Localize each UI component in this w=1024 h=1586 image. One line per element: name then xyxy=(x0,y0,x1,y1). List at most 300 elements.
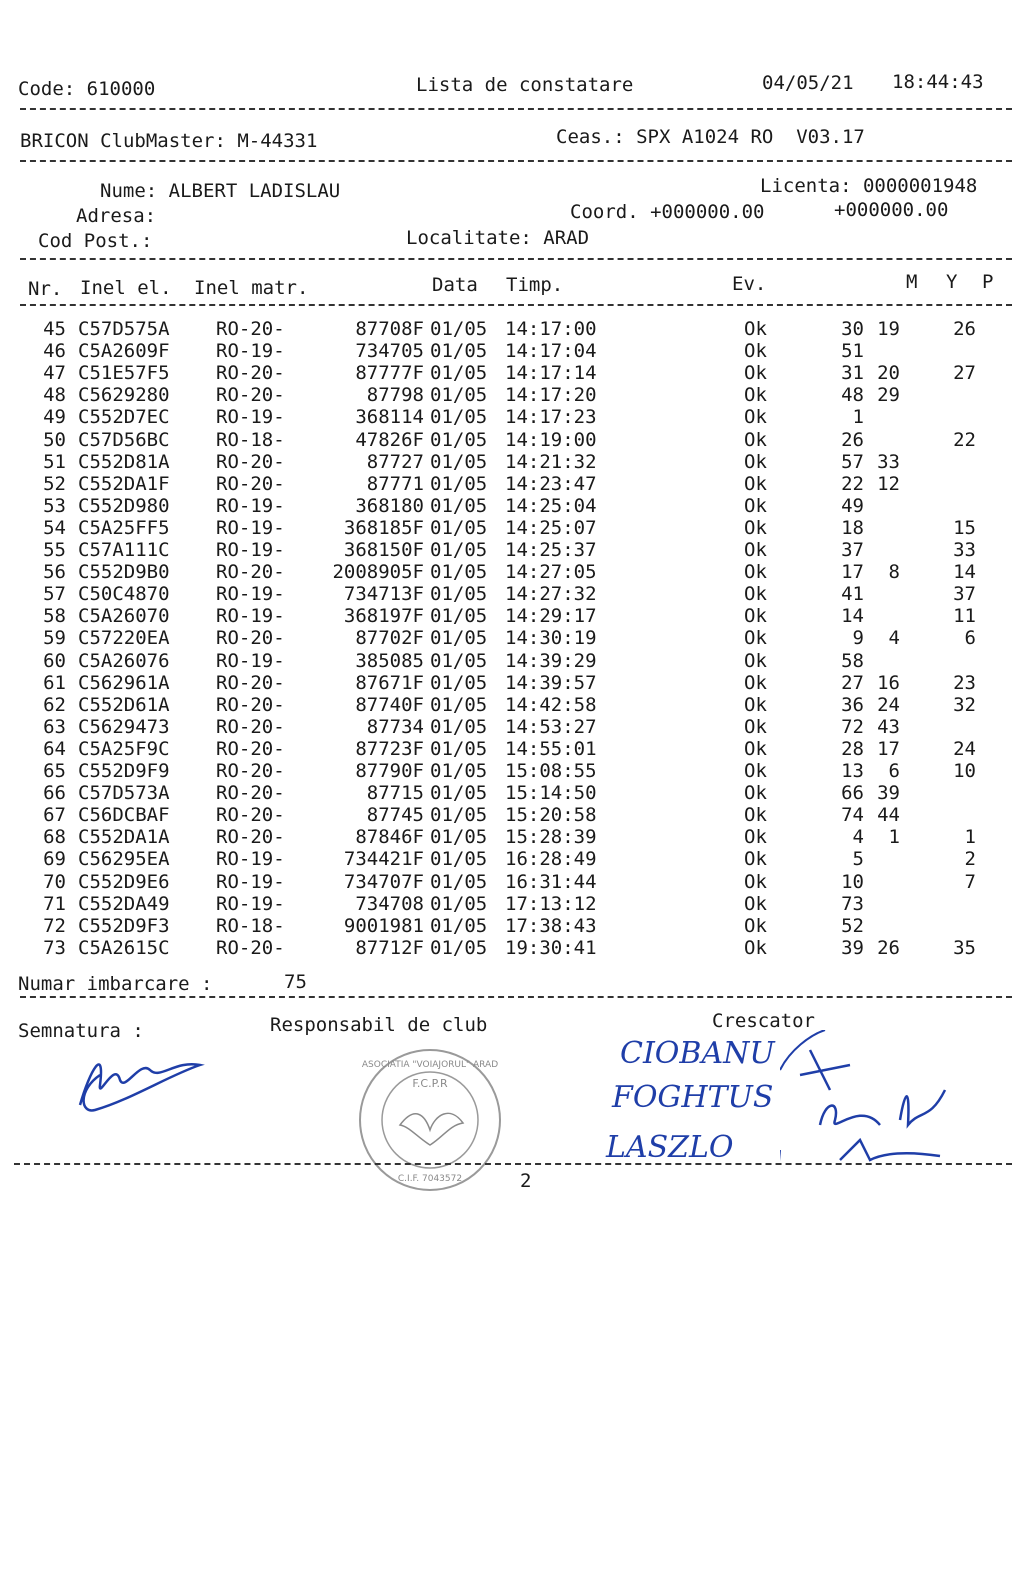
row-nr: 61 xyxy=(43,671,66,694)
table-row xyxy=(0,495,1024,517)
document-title: Lista de constatare xyxy=(416,74,634,96)
col-inel-matr: Inel matr. xyxy=(194,277,309,299)
row-ring-number: 87734 xyxy=(366,715,424,738)
col-nr: Nr. xyxy=(28,278,63,300)
divider xyxy=(20,996,1012,998)
row-time: 14:17:00 xyxy=(505,318,597,340)
row-time: 14:27:05 xyxy=(505,561,597,584)
table-row xyxy=(0,340,1024,362)
row-date: 01/05 xyxy=(430,693,488,716)
table-row xyxy=(0,738,1024,760)
row-m: 22 xyxy=(841,472,864,495)
row-ring-prefix: RO-20- xyxy=(216,671,285,694)
row-ring-prefix: RO-20- xyxy=(216,826,285,849)
row-date: 01/05 xyxy=(430,826,488,849)
row-event: Ok xyxy=(744,516,767,539)
row-p: 15 xyxy=(953,516,976,539)
row-m: 41 xyxy=(841,583,864,606)
row-time: 15:28:39 xyxy=(505,826,597,849)
row-m: 10 xyxy=(841,870,864,893)
table-row xyxy=(0,848,1024,870)
row-electronic-ring: C57A111C xyxy=(78,539,170,561)
row-p: 23 xyxy=(953,671,976,694)
row-m: 37 xyxy=(841,539,864,561)
row-ring-number: 368197F xyxy=(343,605,424,628)
row-nr: 67 xyxy=(43,804,66,827)
table-row xyxy=(0,716,1024,738)
table-row xyxy=(0,650,1024,672)
stamp-middle-text: F.C.P.R xyxy=(412,1077,448,1090)
row-m: 31 xyxy=(841,362,864,385)
row-m: 1 xyxy=(852,406,864,429)
row-p: 22 xyxy=(953,428,976,451)
row-y: 1 xyxy=(888,826,900,849)
row-electronic-ring: C5629473 xyxy=(78,715,170,738)
row-nr: 50 xyxy=(43,428,66,451)
row-ring-number: 87771 xyxy=(366,472,424,495)
row-ring-prefix: RO-19- xyxy=(216,494,285,517)
row-ring-prefix: RO-20- xyxy=(216,737,285,760)
row-ring-prefix: RO-18- xyxy=(216,428,285,451)
row-y: 44 xyxy=(877,804,900,827)
row-ring-number: 734421F xyxy=(343,848,424,871)
col-data: Data xyxy=(432,274,478,296)
row-nr: 57 xyxy=(43,583,66,606)
row-m: 57 xyxy=(841,450,864,473)
row-electronic-ring: C56DCBAF xyxy=(78,804,170,827)
row-event: Ok xyxy=(744,804,767,827)
row-m: 52 xyxy=(841,914,864,937)
row-ring-prefix: RO-19- xyxy=(216,848,285,871)
table-row xyxy=(0,915,1024,937)
row-time: 17:13:12 xyxy=(505,892,597,915)
row-time: 14:19:00 xyxy=(505,428,597,451)
row-p: 37 xyxy=(953,583,976,606)
row-ring-number: 87702F xyxy=(355,627,424,650)
row-electronic-ring: C57D56BC xyxy=(78,428,170,451)
row-electronic-ring: C552D81A xyxy=(78,450,170,473)
row-y: 29 xyxy=(877,384,900,407)
row-electronic-ring: C552DA1F xyxy=(78,472,170,495)
row-date: 01/05 xyxy=(430,362,488,385)
row-ring-number: 87790F xyxy=(355,760,424,782)
col-m: M xyxy=(906,271,918,293)
row-nr: 53 xyxy=(43,494,66,517)
row-m: 27 xyxy=(841,671,864,694)
row-nr: 45 xyxy=(43,318,66,340)
row-ring-prefix: RO-20- xyxy=(216,561,285,584)
col-y: Y xyxy=(946,271,958,293)
row-event: Ok xyxy=(744,539,767,561)
row-nr: 58 xyxy=(43,605,66,628)
row-event: Ok xyxy=(744,318,767,340)
row-time: 14:29:17 xyxy=(505,605,597,628)
row-date: 01/05 xyxy=(430,561,488,584)
row-date: 01/05 xyxy=(430,892,488,915)
row-p: 7 xyxy=(964,870,976,893)
row-event: Ok xyxy=(744,936,767,959)
row-m: 17 xyxy=(841,561,864,584)
row-time: 14:30:19 xyxy=(505,627,597,650)
row-date: 01/05 xyxy=(430,914,488,937)
coordinates-lon: +000000.00 xyxy=(834,199,949,221)
row-m: 74 xyxy=(841,804,864,827)
row-p: 27 xyxy=(953,362,976,385)
row-event: Ok xyxy=(744,583,767,606)
row-nr: 63 xyxy=(43,715,66,738)
row-ring-number: 385085 xyxy=(355,649,424,672)
row-ring-prefix: RO-20- xyxy=(216,362,285,385)
row-electronic-ring: C51E57F5 xyxy=(78,362,170,385)
row-event: Ok xyxy=(744,848,767,871)
row-time: 14:17:04 xyxy=(505,340,597,363)
row-nr: 64 xyxy=(43,737,66,760)
row-ring-number: 87723F xyxy=(355,737,424,760)
row-ring-prefix: RO-20- xyxy=(216,627,285,650)
row-ring-number: 87740F xyxy=(355,693,424,716)
owner-name: Nume: ALBERT LADISLAU xyxy=(100,180,341,202)
handwritten-name-1: CIOBANU xyxy=(620,1036,775,1071)
embark-count-value: 75 xyxy=(284,971,307,993)
row-date: 01/05 xyxy=(430,782,488,805)
postal-code-label: Cod Post.: xyxy=(38,230,153,252)
table-row xyxy=(0,362,1024,384)
row-nr: 59 xyxy=(43,627,66,650)
row-ring-prefix: RO-20- xyxy=(216,782,285,805)
breeder-label: Crescator xyxy=(712,1010,815,1032)
row-time: 15:20:58 xyxy=(505,804,597,827)
row-electronic-ring: C552D9B0 xyxy=(78,561,170,584)
row-electronic-ring: C5629280 xyxy=(78,384,170,407)
row-p: 11 xyxy=(953,605,976,628)
row-y: 16 xyxy=(877,671,900,694)
table-row xyxy=(0,561,1024,583)
row-date: 01/05 xyxy=(430,318,488,340)
table-row xyxy=(0,760,1024,782)
row-nr: 62 xyxy=(43,693,66,716)
row-nr: 54 xyxy=(43,516,66,539)
row-time: 14:42:58 xyxy=(505,693,597,716)
address-label: Adresa: xyxy=(76,205,157,227)
row-electronic-ring: C552DA1A xyxy=(78,826,170,849)
row-nr: 46 xyxy=(43,340,66,363)
row-event: Ok xyxy=(744,760,767,782)
col-inel-el: Inel el. xyxy=(80,277,172,299)
divider xyxy=(20,258,1012,260)
row-ring-prefix: RO-19- xyxy=(216,406,285,429)
row-ring-number: 47826F xyxy=(355,428,424,451)
col-timp: Timp. xyxy=(506,274,564,296)
row-m: 28 xyxy=(841,737,864,760)
row-date: 01/05 xyxy=(430,384,488,407)
stamp-bottom-text: C.I.F. 7043572 xyxy=(397,1174,463,1184)
row-electronic-ring: C5A26076 xyxy=(78,649,170,672)
row-ring-prefix: RO-20- xyxy=(216,715,285,738)
row-y: 24 xyxy=(877,693,900,716)
row-time: 15:08:55 xyxy=(505,760,597,782)
row-electronic-ring: C5A26070 xyxy=(78,605,170,628)
row-m: 4 xyxy=(852,826,864,849)
row-time: 14:21:32 xyxy=(505,450,597,473)
row-event: Ok xyxy=(744,340,767,363)
club-responsible-label: Responsabil de club xyxy=(270,1014,488,1036)
table-row xyxy=(0,583,1024,605)
row-electronic-ring: C50C4870 xyxy=(78,583,170,606)
row-m: 9 xyxy=(852,627,864,650)
row-time: 15:14:50 xyxy=(505,782,597,805)
row-date: 01/05 xyxy=(430,760,488,782)
table-row xyxy=(0,804,1024,826)
row-ring-number: 87715 xyxy=(366,782,424,805)
print-time: 18:44:43 xyxy=(892,71,984,93)
row-ring-prefix: RO-18- xyxy=(216,914,285,937)
row-m: 58 xyxy=(841,649,864,672)
row-ring-number: 87745 xyxy=(366,804,424,827)
row-ring-prefix: RO-19- xyxy=(216,870,285,893)
row-time: 14:25:04 xyxy=(505,494,597,517)
row-p: 10 xyxy=(953,760,976,782)
row-p: 1 xyxy=(964,826,976,849)
row-event: Ok xyxy=(744,627,767,650)
row-m: 13 xyxy=(841,760,864,782)
row-date: 01/05 xyxy=(430,494,488,517)
row-ring-prefix: RO-20- xyxy=(216,804,285,827)
row-time: 14:39:29 xyxy=(505,649,597,672)
row-ring-prefix: RO-19- xyxy=(216,605,285,628)
table-row xyxy=(0,782,1024,804)
row-p: 2 xyxy=(964,848,976,871)
row-ring-prefix: RO-20- xyxy=(216,760,285,782)
row-date: 01/05 xyxy=(430,936,488,959)
row-event: Ok xyxy=(744,715,767,738)
row-date: 01/05 xyxy=(430,406,488,429)
row-event: Ok xyxy=(744,892,767,915)
row-date: 01/05 xyxy=(430,715,488,738)
row-electronic-ring: C552D61A xyxy=(78,693,170,716)
row-m: 30 xyxy=(841,318,864,340)
table-row xyxy=(0,451,1024,473)
row-date: 01/05 xyxy=(430,340,488,363)
table-row xyxy=(0,937,1024,959)
table-row xyxy=(0,627,1024,649)
row-ring-prefix: RO-20- xyxy=(216,936,285,959)
row-y: 43 xyxy=(877,715,900,738)
row-event: Ok xyxy=(744,914,767,937)
table-row xyxy=(0,517,1024,539)
row-y: 33 xyxy=(877,450,900,473)
row-time: 16:28:49 xyxy=(505,848,597,871)
row-ring-prefix: RO-20- xyxy=(216,472,285,495)
row-ring-number: 87798 xyxy=(366,384,424,407)
row-ring-number: 87846F xyxy=(355,826,424,849)
row-ring-number: 2008905F xyxy=(332,561,424,584)
handwritten-name-3: LASZLO xyxy=(606,1130,734,1165)
row-nr: 51 xyxy=(43,450,66,473)
divider xyxy=(20,108,1012,110)
row-event: Ok xyxy=(744,428,767,451)
row-m: 66 xyxy=(841,782,864,805)
row-nr: 66 xyxy=(43,782,66,805)
table-row xyxy=(0,826,1024,848)
row-date: 01/05 xyxy=(430,450,488,473)
row-time: 14:17:23 xyxy=(505,406,597,429)
row-ring-number: 368114 xyxy=(355,406,424,429)
row-nr: 49 xyxy=(43,406,66,429)
row-electronic-ring: C5A2615C xyxy=(78,936,170,959)
row-date: 01/05 xyxy=(430,848,488,871)
table-row xyxy=(0,871,1024,893)
handwritten-initials xyxy=(780,1030,960,1200)
row-time: 14:39:57 xyxy=(505,671,597,694)
row-electronic-ring: C552D7EC xyxy=(78,406,170,429)
row-ring-prefix: RO-19- xyxy=(216,583,285,606)
table-row xyxy=(0,318,1024,340)
row-nr: 60 xyxy=(43,649,66,672)
row-y: 39 xyxy=(877,782,900,805)
row-ring-number: 368185F xyxy=(343,516,424,539)
row-date: 01/05 xyxy=(430,627,488,650)
row-date: 01/05 xyxy=(430,649,488,672)
table-row xyxy=(0,672,1024,694)
row-electronic-ring: C56295EA xyxy=(78,848,170,871)
row-event: Ok xyxy=(744,472,767,495)
row-nr: 65 xyxy=(43,760,66,782)
row-y: 19 xyxy=(877,318,900,340)
table-row xyxy=(0,694,1024,716)
row-event: Ok xyxy=(744,494,767,517)
row-m: 51 xyxy=(841,340,864,363)
row-nr: 48 xyxy=(43,384,66,407)
row-electronic-ring: C5A2609F xyxy=(78,340,170,363)
row-event: Ok xyxy=(744,605,767,628)
locality: Localitate: ARAD xyxy=(406,227,590,249)
row-y: 6 xyxy=(888,760,900,782)
row-date: 01/05 xyxy=(430,671,488,694)
row-electronic-ring: C57D573A xyxy=(78,782,170,805)
row-p: 6 xyxy=(964,627,976,650)
handwritten-name-2: FOGHTUS xyxy=(612,1080,774,1115)
row-y: 12 xyxy=(877,472,900,495)
row-p: 35 xyxy=(953,936,976,959)
row-m: 48 xyxy=(841,384,864,407)
col-p: P xyxy=(982,271,994,293)
divider xyxy=(20,160,1012,162)
row-date: 01/05 xyxy=(430,539,488,561)
row-electronic-ring: C552D9F3 xyxy=(78,914,170,937)
row-p: 26 xyxy=(953,318,976,340)
row-time: 14:25:07 xyxy=(505,516,597,539)
row-y: 26 xyxy=(877,936,900,959)
row-ring-number: 87712F xyxy=(355,936,424,959)
page-number: 2 xyxy=(520,1170,532,1192)
row-nr: 70 xyxy=(43,870,66,893)
row-nr: 47 xyxy=(43,362,66,385)
row-p: 24 xyxy=(953,737,976,760)
row-time: 14:53:27 xyxy=(505,715,597,738)
row-ring-number: 734713F xyxy=(343,583,424,606)
row-ring-prefix: RO-19- xyxy=(216,516,285,539)
row-date: 01/05 xyxy=(430,583,488,606)
row-ring-number: 87671F xyxy=(355,671,424,694)
row-nr: 73 xyxy=(43,936,66,959)
row-electronic-ring: C552D9F9 xyxy=(78,760,170,782)
row-time: 14:25:37 xyxy=(505,539,597,561)
row-event: Ok xyxy=(744,450,767,473)
row-event: Ok xyxy=(744,671,767,694)
row-time: 14:55:01 xyxy=(505,737,597,760)
row-nr: 52 xyxy=(43,472,66,495)
row-m: 36 xyxy=(841,693,864,716)
row-event: Ok xyxy=(744,561,767,584)
row-ring-number: 734705 xyxy=(355,340,424,363)
row-y: 4 xyxy=(888,627,900,650)
table-row xyxy=(0,406,1024,428)
row-electronic-ring: C552D980 xyxy=(78,494,170,517)
row-date: 01/05 xyxy=(430,605,488,628)
row-ring-prefix: RO-20- xyxy=(216,318,285,340)
license-number: Licenta: 0000001948 xyxy=(760,175,978,197)
row-electronic-ring: C57220EA xyxy=(78,627,170,650)
club-stamp xyxy=(355,1045,505,1195)
row-ring-prefix: RO-20- xyxy=(216,693,285,716)
row-p: 33 xyxy=(953,539,976,561)
row-nr: 69 xyxy=(43,848,66,871)
row-y: 8 xyxy=(888,561,900,584)
row-time: 14:17:14 xyxy=(505,362,597,385)
row-ring-number: 87708F xyxy=(355,318,424,340)
row-p: 14 xyxy=(953,561,976,584)
row-ring-number: 368150F xyxy=(343,539,424,561)
row-event: Ok xyxy=(744,826,767,849)
row-electronic-ring: C5A25FF5 xyxy=(78,516,170,539)
row-ring-prefix: RO-19- xyxy=(216,649,285,672)
table-row xyxy=(0,473,1024,495)
row-electronic-ring: C552DA49 xyxy=(78,892,170,915)
stamp-top-text: ASOCIATIA "VOIAJORUL" ARAD xyxy=(361,1060,499,1070)
table-row xyxy=(0,384,1024,406)
row-m: 49 xyxy=(841,494,864,517)
row-ring-number: 734708 xyxy=(355,892,424,915)
row-date: 01/05 xyxy=(430,472,488,495)
row-date: 01/05 xyxy=(430,428,488,451)
table-row xyxy=(0,539,1024,561)
row-time: 17:38:43 xyxy=(505,914,597,937)
col-ev: Ev. xyxy=(732,273,767,295)
divider xyxy=(20,304,1012,306)
row-event: Ok xyxy=(744,782,767,805)
row-time: 16:31:44 xyxy=(505,870,597,893)
row-electronic-ring: C562961A xyxy=(78,671,170,694)
row-ring-prefix: RO-20- xyxy=(216,384,285,407)
row-m: 73 xyxy=(841,892,864,915)
coordinates-lat: Coord. +000000.00 xyxy=(570,201,765,223)
row-date: 01/05 xyxy=(430,804,488,827)
row-nr: 55 xyxy=(43,539,66,561)
row-m: 72 xyxy=(841,715,864,738)
row-ring-number: 734707F xyxy=(343,870,424,893)
row-m: 26 xyxy=(841,428,864,451)
row-ring-prefix: RO-19- xyxy=(216,892,285,915)
row-electronic-ring: C552D9E6 xyxy=(78,870,170,893)
row-nr: 72 xyxy=(43,914,66,937)
row-date: 01/05 xyxy=(430,737,488,760)
row-ring-prefix: RO-19- xyxy=(216,539,285,561)
clubmaster-label: BRICON ClubMaster: M-44331 xyxy=(20,130,318,152)
row-event: Ok xyxy=(744,649,767,672)
table-row xyxy=(0,893,1024,915)
row-date: 01/05 xyxy=(430,516,488,539)
row-time: 14:27:32 xyxy=(505,583,597,606)
